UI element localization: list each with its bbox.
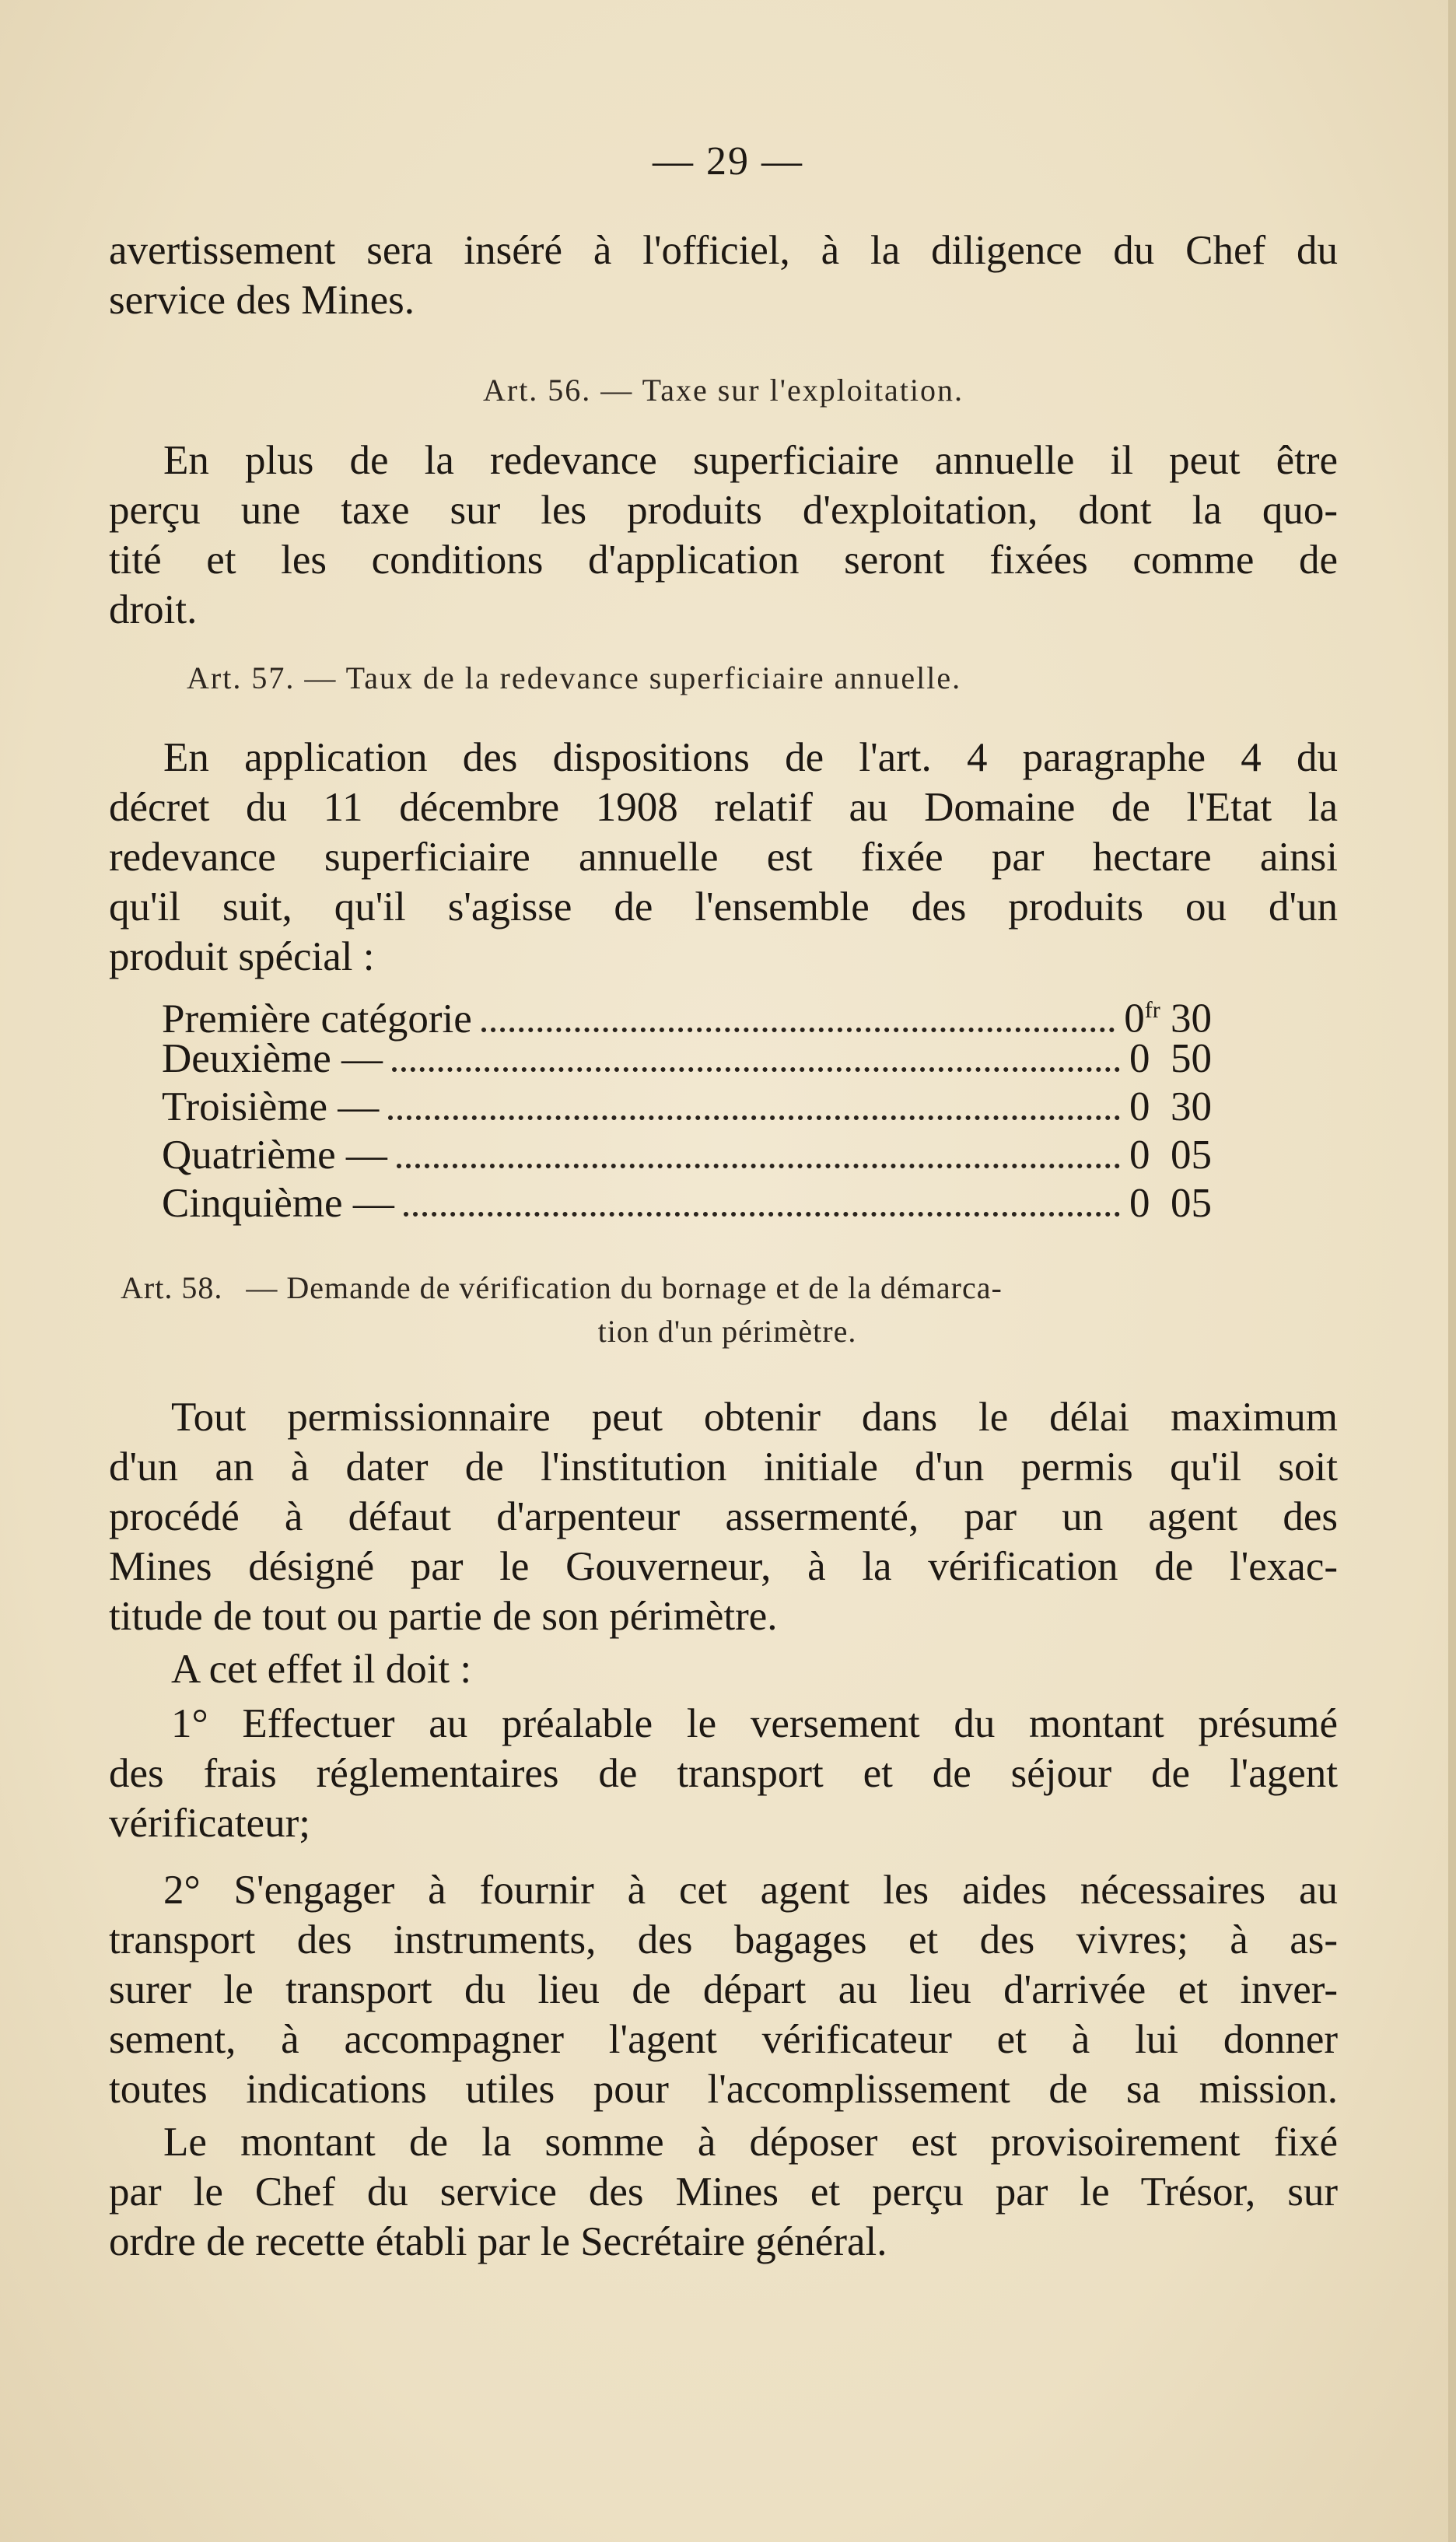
- text-line: Mines désigné par le Gouverneur, à la vérification de l'exac-: [109, 1544, 1338, 1589]
- text-line: transport des instruments, des bagages et des vivres; à as-: [109, 1917, 1338, 1963]
- tariff-row: [162, 1131, 1212, 1179]
- text-line: par le Chef du service des Mines et perçu par le Trésor, sur: [109, 2169, 1338, 2215]
- text-line: Tout permissionnaire peut obtenir dans le délai maximum: [171, 1395, 1338, 1440]
- tariff-rate: $0^{fr}$ 30: [1124, 996, 1212, 1042]
- text-line: d'un an à dater de l'institution initiale d'un permis qu'il soit: [109, 1444, 1338, 1490]
- text-line: ordre de recette établi par le Secrétaire général.: [109, 2219, 887, 2264]
- text-line: des frais réglementaires de transport et de séjour de l'agent: [109, 1751, 1338, 1796]
- heading-text: — Demande de vérification du bornage et de la démarca-: [246, 1270, 1003, 1305]
- text-line: procédé à défaut d'arpenteur assermenté, par un agent des: [109, 1494, 1338, 1539]
- tariff-category: Cinquième —: [162, 1181, 394, 1226]
- text-line: avertissement sera inséré à l'officiel, à la diligence du Chef du: [109, 228, 1338, 273]
- article-58-heading: [121, 1266, 1334, 1353]
- tariff-category: Deuxième —: [162, 1036, 383, 1081]
- tariff-category: Quatrième —: [162, 1133, 387, 1178]
- tariff-category: Première catégorie: [162, 996, 472, 1042]
- intro-paragraph: [109, 226, 1338, 325]
- tariff-rate: 0 50: [1129, 1036, 1212, 1081]
- tariff-rate: 0 30: [1129, 1084, 1212, 1129]
- article-58-paragraph-4: [109, 1865, 1338, 2114]
- article-58-paragraph-2: [171, 1644, 1338, 1694]
- article-56-heading: Art. 56. — Taxe sur l'exploitation.: [482, 373, 964, 408]
- tariff-row: [162, 1179, 1212, 1227]
- tariff-rate: 0 05: [1129, 1181, 1212, 1226]
- text-line: En plus de la redevance superficiaire annuelle il peut être: [163, 438, 1338, 483]
- text-line: surer le transport du lieu de départ au lieu d'arrivée et inver-: [109, 1967, 1338, 2012]
- article-number: Art. 58.: [121, 1270, 223, 1305]
- tariff-row: [162, 986, 1212, 1042]
- text-line: Le montant de la somme à déposer est provisoirement fixé: [163, 2120, 1338, 2165]
- article-57-heading: Art. 57. — Taux de la redevance superficiaire annuelle.: [187, 660, 962, 695]
- dot-leader: [397, 1164, 1120, 1168]
- dot-leader: [481, 1028, 1115, 1032]
- text-line: 2° S'engager à fournir à cet agent les aides nécessaires au: [163, 1868, 1338, 1913]
- text-line: perçu une taxe sur les produits d'exploitation, dont la quo-: [109, 488, 1338, 533]
- article-57-paragraph: [109, 733, 1338, 982]
- tariff-rate: 0 05: [1129, 1133, 1212, 1178]
- text-line: tité et les conditions d'application seront fixées comme de: [109, 537, 1338, 583]
- text-line: 1° Effectuer au préalable le versement du montant présumé: [171, 1701, 1338, 1746]
- tariff-table: [162, 986, 1212, 1227]
- tariff-category: Troisième —: [162, 1084, 380, 1129]
- text-line: vérificateur;: [109, 1801, 310, 1846]
- page-edge: [1448, 0, 1456, 2542]
- dot-leader: [404, 1212, 1120, 1217]
- text-line: toutes indications utiles pour l'accomplissement de sa mission.: [109, 2067, 1338, 2112]
- text-line: titude de tout ou partie de son périmètre.: [109, 1594, 778, 1639]
- text-line: droit.: [109, 587, 198, 632]
- text-line: décret du 11 décembre 1908 relatif au Domaine de l'Etat la: [109, 785, 1338, 830]
- text-line: sement, à accompagner l'agent vérificateur et à lui donner: [109, 2017, 1338, 2062]
- tariff-row: [162, 1035, 1212, 1083]
- article-56-paragraph: [109, 436, 1338, 635]
- article-58-paragraph-3: [109, 1699, 1338, 1848]
- text-line: En application des dispositions de l'art. 4 paragraphe 4 du: [163, 735, 1338, 780]
- text-line: service des Mines.: [109, 278, 415, 323]
- text-line: produit spécial :: [109, 934, 375, 979]
- text-line: qu'il suit, qu'il s'agisse de l'ensemble des produits ou d'un: [109, 884, 1338, 930]
- article-58-paragraph-5: [109, 2117, 1338, 2267]
- dot-leader: [392, 1067, 1120, 1072]
- tariff-row: [162, 1083, 1212, 1131]
- heading-text: tion d'un périmètre.: [597, 1314, 857, 1349]
- page-number: — 29 —: [653, 139, 803, 184]
- text-line: A cet effet il doit :: [171, 1647, 472, 1692]
- dot-leader: [388, 1115, 1120, 1120]
- article-58-paragraph-1: [109, 1392, 1338, 1641]
- text-line: redevance superficiaire annuelle est fixée par hectare ainsi: [109, 835, 1338, 880]
